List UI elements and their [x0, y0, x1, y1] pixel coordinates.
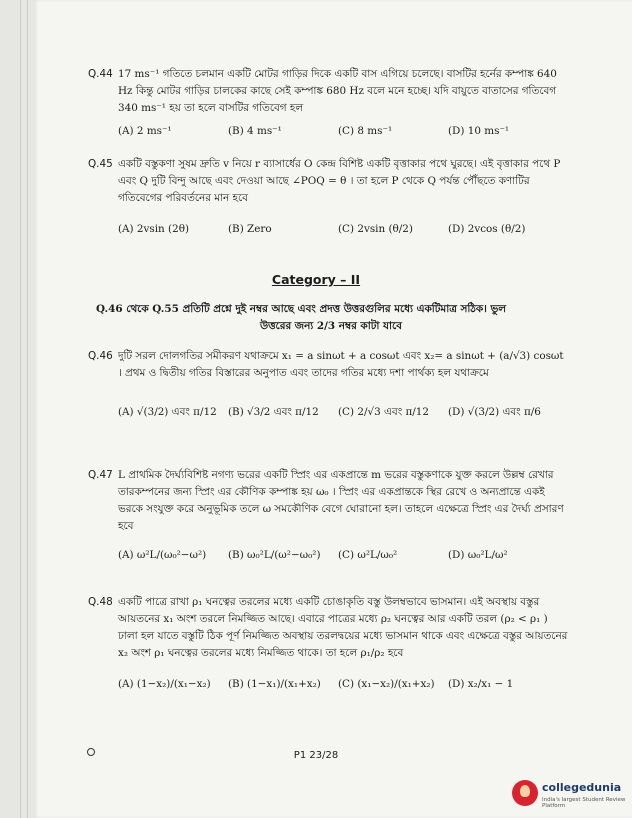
option-b: (B) √3/2 এবং π/12 [228, 406, 319, 418]
option-d: (D) x₂/x₁ − 1 [448, 678, 514, 690]
option-a: (A) 2vsin (2θ) [118, 223, 190, 235]
question-number: Q.44 [88, 68, 113, 80]
option-d: (D) 10 ms⁻¹ [448, 125, 510, 137]
brand-name: collegedunia [542, 781, 622, 794]
option-d: (D) √(3/2) এবং π/6 [448, 406, 541, 418]
question-text: 17 ms⁻¹ গতিতে চলমান একটি মোটর গাড়ির দিকে একটি বাস এগিয়ে চলেছে। বাসটির হর্নের কম্পাঙ্ক 640 Hz কিন্তু মোটর গাড়ির চালকের কাছে সেই কম্পাঙ্ক 680 Hz বলে মনে হচ্ছে। যদি বায়ুতে বাতাসের গতিবেগ 340 ms⁻¹ হয় তা হলে বাসটির গতিবেগ হল [118, 68, 557, 114]
category-note-line2: উত্তরের জন্য 2/3 নম্বর কাটা যাবে [260, 320, 402, 332]
option-c: (C) (x₁−x₂)/(x₁+x₂) [338, 678, 435, 690]
question-text: একটি পাত্রে রাখা ρ₁ ঘনত্বের তরলের মধ্যে একটি চোঙাকৃতি বস্তু উলম্বভাবে ভাসমান। এই অবস্থায় বস্তুর আয়তনের x₁ অংশ তরলে নিমজ্জিত আছে। এবারে পাত্রের মধ্যে ρ₂ ঘনত্বের আর একটি তরল (ρ₂ < ρ₁ ) ঢালা হল যাতে বস্তুটি ঠিক পূর্ণ নিমজ্জিত অবস্থায় তরলদ্বয়ের মধ্যে ভাসমান থাকে এবং এক্ষেত্রে বস্তুর আয়তনের x₂ অংশ ρ₁ ঘনত্বের তরলের মধ্যে নিমজ্জিত থাকে। তা হলে ρ₁/ρ₂ হবে [118, 596, 568, 659]
question-45 [88, 156, 568, 243]
question-text: একটি বস্তুকণা সুষম দ্রুতি v নিয়ে r ব্যাসার্ধের O কেন্দ্র বিশিষ্ট একটি বৃত্তাকার পথে ঘুরছে। এই বৃত্তাকার পথে P এবং Q দুটি বিন্দু আছে এবং দেওয়া আছে ∠POQ = θ । তা হলে P থেকে Q পর্যন্ত পৌঁছতে কণাটির গতিবেগের পরিবর্তনের মান হবে [118, 158, 561, 204]
option-c: (C) ω²L/ω₀² [338, 549, 398, 561]
question-number: Q.45 [88, 158, 113, 170]
option-a: (A) ω²L/(ω₀²−ω²) [118, 549, 207, 561]
option-c: (C) 2/√3 এবং π/12 [338, 406, 430, 418]
collegedunia-logo-icon [512, 780, 538, 806]
options-row [88, 221, 568, 243]
option-a: (A) 2 ms⁻¹ [118, 125, 172, 137]
page-edge [20, 0, 21, 818]
option-b: (B) 4 ms⁻¹ [228, 125, 282, 137]
option-b: (B) Zero [228, 223, 272, 235]
option-d: (D) ω₀²L/ω² [448, 549, 508, 561]
options-row [88, 676, 568, 698]
options-row [88, 404, 568, 426]
brand-tagline: India's largest Student Review Platform [542, 797, 626, 809]
question-number: Q.48 [88, 596, 113, 608]
option-a: (A) (1−x₂)/(x₁−x₂) [118, 678, 211, 690]
question-number: Q.47 [88, 469, 113, 481]
question-47 [88, 467, 568, 569]
category-note-line1: Q.46 থেকে Q.55 প্রতিটি প্রশ্নে দুই নম্বর আছে এবং প্রদত্ত উত্তরগুলির মধ্যে একটিমাত্র সঠিক। ভুল [96, 303, 506, 315]
option-a: (A) √(3/2) এবং π/12 [118, 406, 217, 418]
page-edge [27, 0, 28, 818]
option-c: (C) 8 ms⁻¹ [338, 125, 393, 137]
question-46 [88, 348, 568, 426]
option-c: (C) 2vsin (θ/2) [338, 223, 413, 235]
page-number: P1 23/28 [293, 750, 339, 761]
category-note [96, 301, 566, 335]
question-48 [88, 594, 568, 698]
brand-watermark[interactable] [512, 776, 630, 816]
question-text: দুটি সরল দোলগতির সমীকরণ যথাক্রমে x₁ = a sinωt + a cosωt এবং x₂= a sinωt + (a/√3) cosωt । প্রথম ও দ্বিতীয় গতির বিস্তারের অনুপাত এবং তাদের গতির মধ্যে দশা পার্থক্য হল যথাক্রমে [118, 350, 564, 379]
question-44 [88, 66, 568, 145]
options-row [88, 547, 568, 569]
option-d: (D) 2vcos (θ/2) [448, 223, 526, 235]
question-number: Q.46 [88, 350, 113, 362]
option-b: (B) ω₀²L/(ω²−ω₀²) [228, 549, 321, 561]
options-row [88, 123, 568, 145]
category-title: Category – II [271, 272, 361, 287]
question-text: L প্রাথমিক দৈর্ঘ্যবিশিষ্ট নগণ্য ভরের একটি স্প্রিং এর একপ্রান্তে m ভরের বস্তুকণাকে যুক্ত করলে উল্লম্ব রেখার তারকম্পনের জন্য স্প্রিং এর কৌণিক কম্পাঙ্ক হয় ω₀ । স্প্রিং এর একপ্রান্তকে স্থির রেখে ও অন্যপ্রান্তে একই ভরকে সংযুক্ত করে অনুভূমিক তলে ω সমকৌণিক বেগে ঘোরানো হল। তাহলে এক্ষেত্রে স্প্রিং এর দৈর্ঘ্য প্রসারণ হবে [118, 469, 564, 532]
option-b: (B) (1−x₁)/(x₁+x₂) [228, 678, 321, 690]
